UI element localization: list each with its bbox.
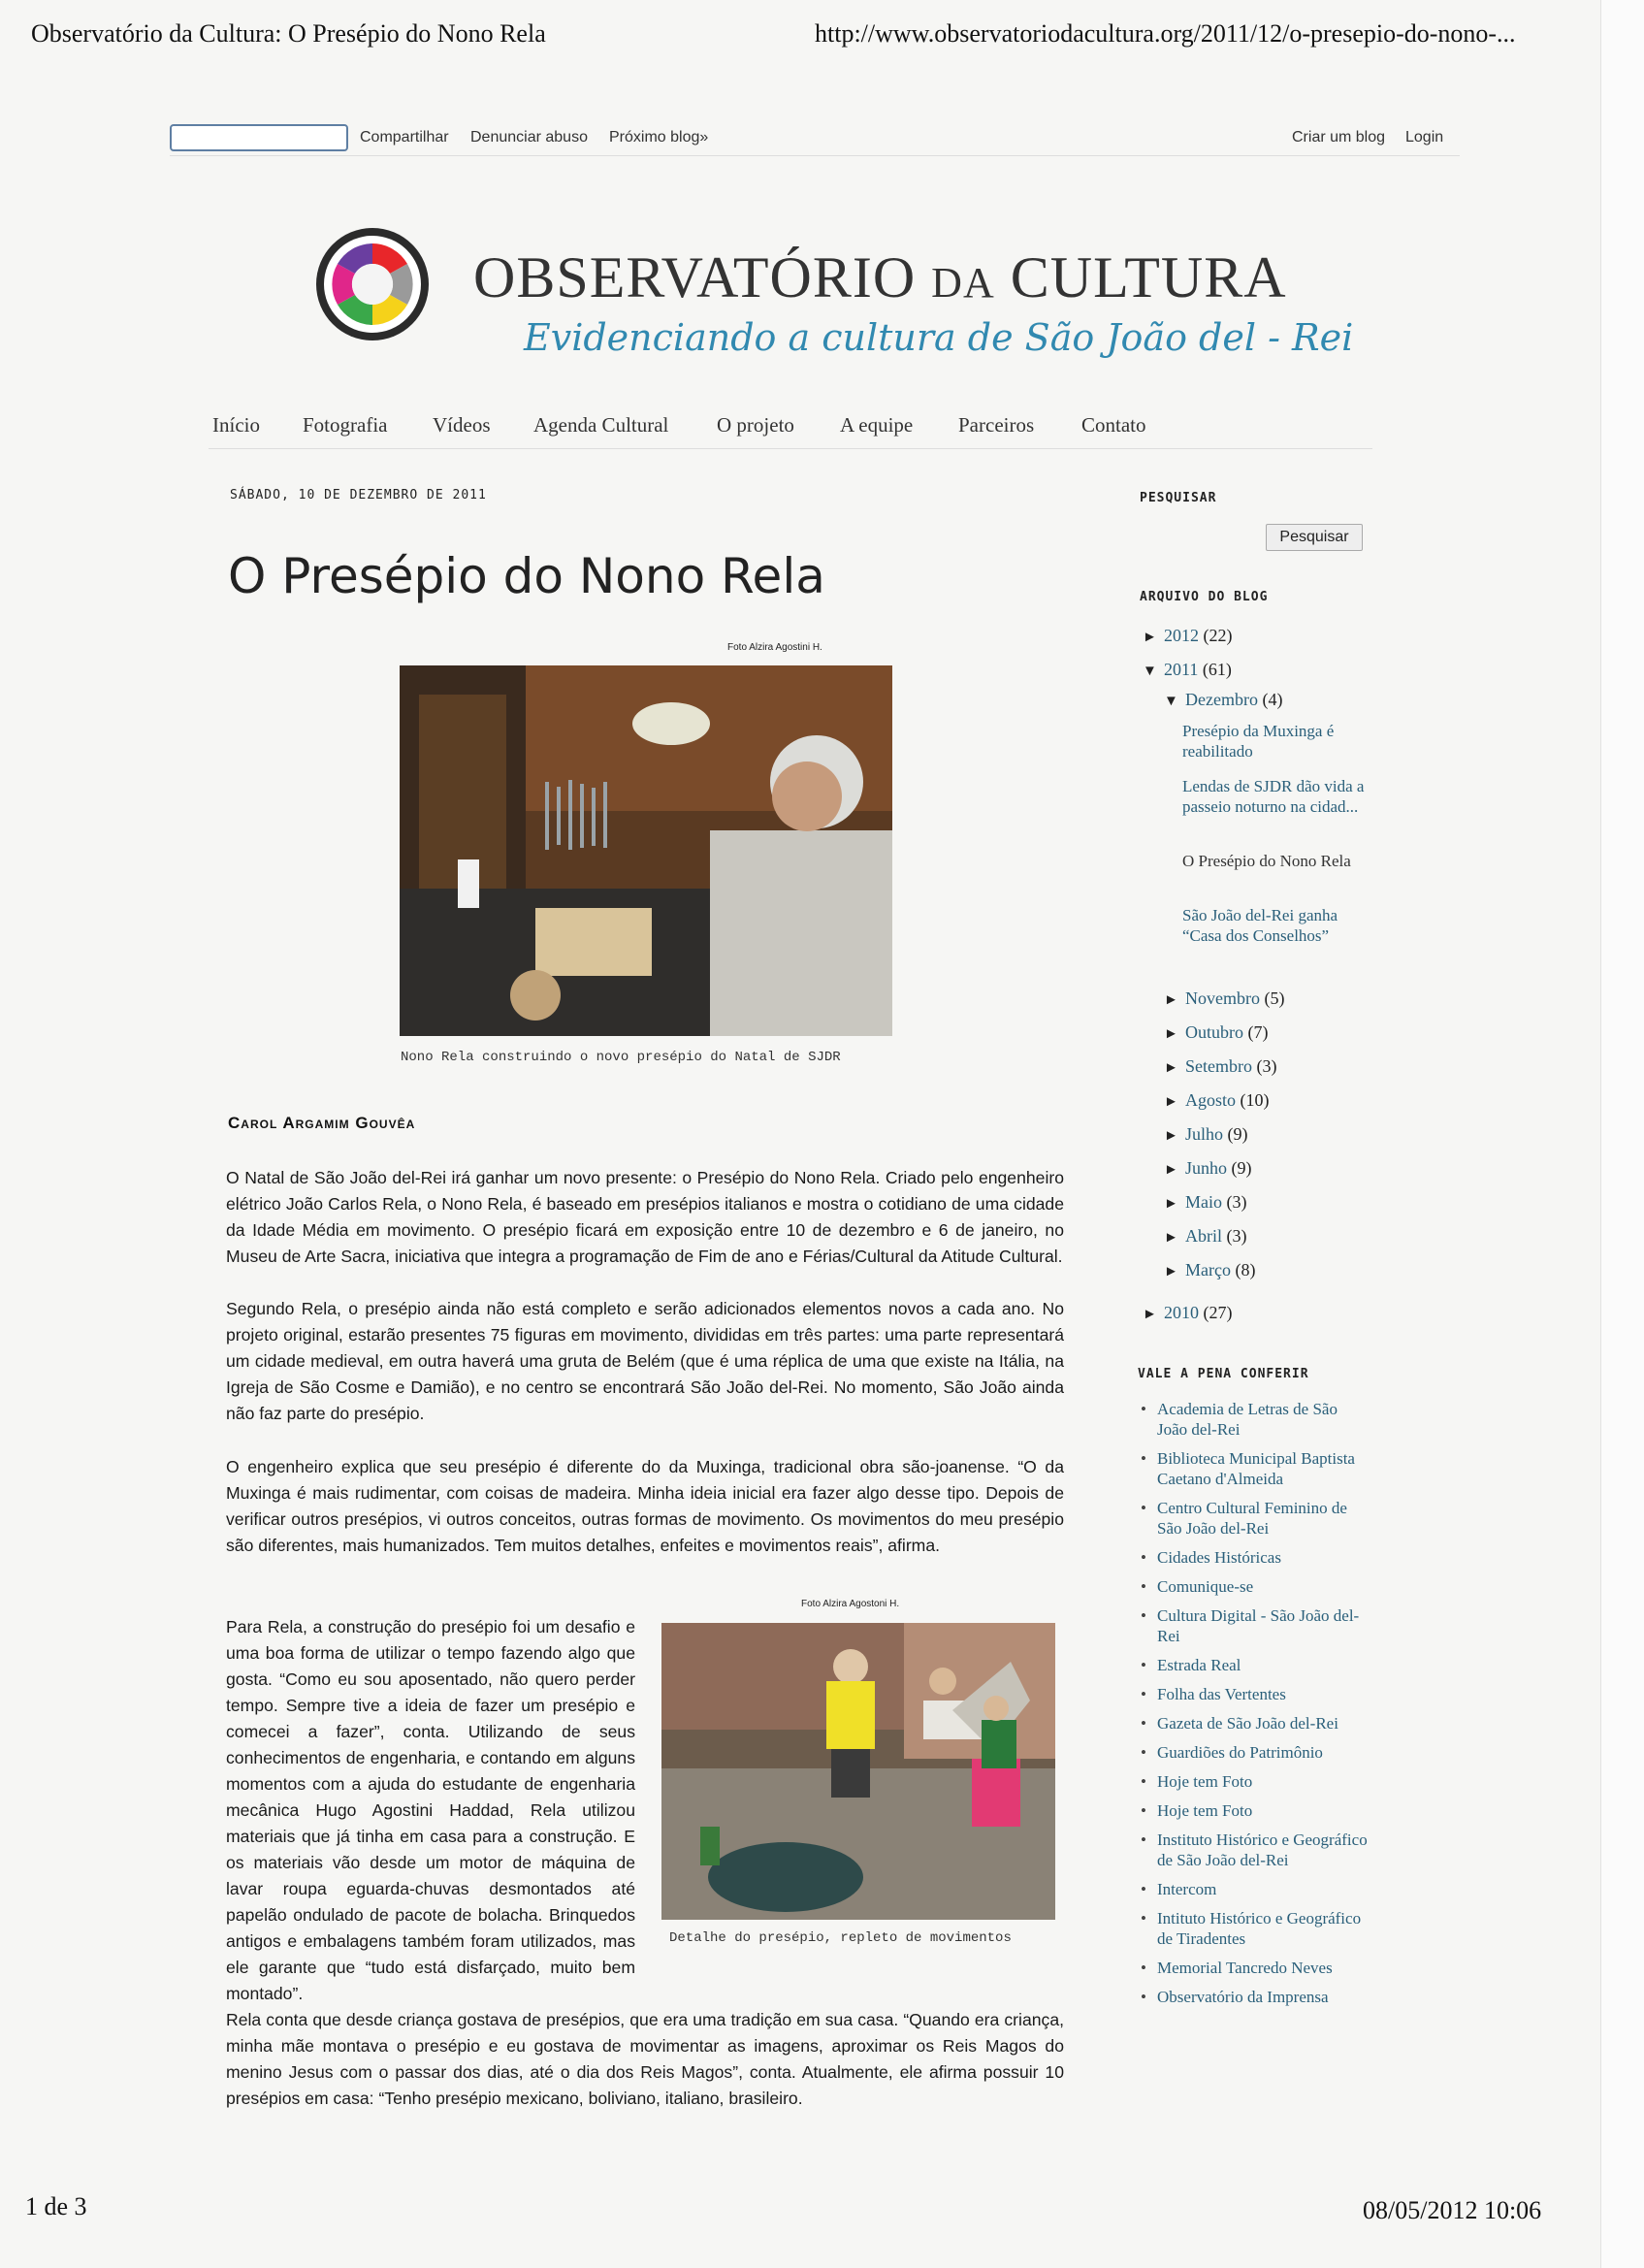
archive-year-label[interactable]: 2012 bbox=[1164, 626, 1199, 645]
link-item[interactable]: • Cidades Históricas bbox=[1139, 1547, 1371, 1568]
link-item[interactable]: • Instituto Histórico e Geográfico de São João del-Rei bbox=[1139, 1830, 1371, 1870]
logo-wordmark bbox=[473, 244, 1287, 311]
archive-count: (3) bbox=[1256, 1056, 1277, 1076]
archive-post-link[interactable]: São João del-Rei ganha “Casa dos Conselhos” bbox=[1182, 906, 1338, 945]
paragraph-2: Segundo Rela, o presépio ainda não está completo e serão adicionados elementos novos a cada ano. No projeto original, estarão presentes 75 figuras em movimento, divididas em três partes: uma parte representará um cidade medieval, em outra haverá uma gruta de Belém (que é uma réplica de uma que existe na Itália, na Igreja de São Cosme e Damião), e no centro se encontrará São João del-Rei. No momento, São João ainda não faz parte do presépio. bbox=[226, 1299, 1064, 1423]
archive-year-2010[interactable]: ► 2010 (27) bbox=[1143, 1303, 1233, 1322]
menu-inicio[interactable]: Início bbox=[212, 413, 260, 437]
link-item[interactable]: • Observatório da Imprensa bbox=[1139, 1987, 1371, 2007]
archive-post-link[interactable]: Presépio da Muxinga é reabilitado bbox=[1182, 722, 1335, 761]
photo-credit: Foto Alzira Agostini H. bbox=[727, 642, 822, 653]
archive-count: (3) bbox=[1226, 1192, 1247, 1212]
archive-count: (7) bbox=[1247, 1022, 1269, 1042]
link-item[interactable]: • Gazeta de São João del-Rei bbox=[1139, 1713, 1371, 1733]
link-item[interactable]: • Cultura Digital - São João del-Rei bbox=[1139, 1605, 1371, 1646]
archive-year-2012[interactable]: ► 2012 (22) bbox=[1143, 626, 1233, 645]
logo-tagline: Evidenciando a cultura de São João del - Rei bbox=[524, 316, 1354, 359]
archive-month-label[interactable]: Agosto bbox=[1185, 1090, 1237, 1110]
archive-heading: ARQUIVO DO BLOG bbox=[1140, 590, 1269, 604]
link-item[interactable]: • Estrada Real bbox=[1139, 1655, 1371, 1675]
archive-month-junho[interactable]: ► Junho (9) bbox=[1164, 1158, 1252, 1178]
archive-month-label[interactable]: Março bbox=[1185, 1260, 1231, 1280]
archive-post-link[interactable]: Lendas de SJDR dão vida a passeio noturno na cidad... bbox=[1182, 777, 1365, 816]
paragraph-1: O Natal de São João del-Rei irá ganhar um novo presente: o Presépio do Nono Rela. Criado pelo engenheiro elétrico João Carlos Rela, o Nono Rela, é baseado em presépios italianos e mostra o cotidiano de uma cidade da Idade Média em movimento. O presépio ficará em exposição entre 10 de dezembro e 6 de janeiro, no Museu de Arte Sacra, iniciativa que integra a programação de Fim de ano e Férias/Cultural da Atitude Cultural. bbox=[226, 1168, 1064, 1266]
archive-month-outubro[interactable]: ► Outubro (7) bbox=[1164, 1022, 1269, 1042]
archive-count: (9) bbox=[1231, 1158, 1252, 1178]
link-item[interactable]: • Centro Cultural Feminino de São João del-Rei bbox=[1139, 1498, 1371, 1539]
archive-month-marco[interactable]: ► Março (8) bbox=[1164, 1260, 1256, 1280]
menu-o-projeto[interactable]: O projeto bbox=[717, 413, 794, 437]
archive-year-2011[interactable]: ▼ 2011 (61) bbox=[1143, 660, 1232, 679]
report-abuse-link[interactable]: Denunciar abuso bbox=[470, 129, 588, 146]
photo-caption-2: Detalhe do presépio, repleto de movimentos bbox=[669, 1930, 1012, 1946]
workshop-photo[interactable] bbox=[400, 665, 892, 1036]
search-heading: PESQUISAR bbox=[1140, 491, 1217, 505]
link-item[interactable]: • Academia de Letras de São João del-Rei bbox=[1139, 1399, 1371, 1440]
archive-month-julho[interactable]: ► Julho (9) bbox=[1164, 1124, 1248, 1144]
menu-contato[interactable]: Contato bbox=[1081, 413, 1146, 437]
print-datetime: 08/05/2012 10:06 bbox=[1363, 2196, 1542, 2224]
archive-month-maio[interactable]: ► Maio (3) bbox=[1164, 1192, 1247, 1212]
archive-month-label[interactable]: Maio bbox=[1185, 1192, 1222, 1212]
link-item[interactable]: • Hoje tem Foto bbox=[1139, 1800, 1371, 1821]
share-link[interactable]: Compartilhar bbox=[360, 129, 449, 146]
link-item[interactable]: • Folha das Vertentes bbox=[1139, 1684, 1371, 1704]
post-date: SÁBADO, 10 DE DEZEMBRO DE 2011 bbox=[230, 488, 487, 502]
menu-agenda-cultural[interactable]: Agenda Cultural bbox=[533, 413, 669, 437]
archive-count: (10) bbox=[1240, 1090, 1270, 1110]
archive-month-novembro[interactable]: ► Novembro (5) bbox=[1164, 988, 1285, 1008]
archive-month-label[interactable]: Outubro bbox=[1185, 1022, 1243, 1042]
link-item[interactable]: • Memorial Tancredo Neves bbox=[1139, 1958, 1371, 1978]
print-page-url: http://www.observatoriodacultura.org/2011/12/o-presepio-do-nono-... bbox=[815, 19, 1516, 48]
archive-month-label[interactable]: Julho bbox=[1185, 1124, 1224, 1144]
archive-month-abril[interactable]: ► Abril (3) bbox=[1164, 1226, 1247, 1246]
archive-count: (9) bbox=[1227, 1124, 1248, 1144]
archive-month-label[interactable]: Abril bbox=[1185, 1226, 1222, 1246]
menu-videos[interactable]: Vídeos bbox=[433, 413, 491, 437]
photo-caption: Nono Rela construindo o novo presépio do Natal de SJDR bbox=[401, 1050, 841, 1065]
link-item[interactable]: • Intercom bbox=[1139, 1879, 1371, 1899]
archive-month-agosto[interactable]: ► Agosto (10) bbox=[1164, 1090, 1270, 1110]
login-link[interactable]: Login bbox=[1405, 129, 1444, 146]
archive-count: (3) bbox=[1226, 1226, 1247, 1246]
archive-month-dezembro[interactable]: ▼ Dezembro (4) bbox=[1164, 690, 1283, 709]
link-item[interactable]: • Intituto Histórico e Geográfico de Tiradentes bbox=[1139, 1908, 1371, 1949]
archive-year-label[interactable]: 2010 bbox=[1164, 1303, 1199, 1322]
archive-count: (22) bbox=[1203, 626, 1233, 645]
menu-fotografia[interactable]: Fotografia bbox=[303, 413, 388, 437]
search-button[interactable]: Pesquisar bbox=[1266, 524, 1363, 551]
link-item[interactable]: • Guardiões do Patrimônio bbox=[1139, 1742, 1371, 1763]
paragraph-4 bbox=[226, 1614, 635, 2007]
archive-year-label[interactable]: 2011 bbox=[1164, 660, 1199, 679]
link-item[interactable]: • Biblioteca Municipal Baptista Caetano d'Almeida bbox=[1139, 1448, 1371, 1489]
menu-a-equipe[interactable]: A equipe bbox=[840, 413, 914, 437]
scan-edge bbox=[1600, 0, 1644, 2268]
links-list bbox=[1139, 1399, 1371, 2016]
menu-divider bbox=[209, 448, 1372, 449]
logo-da-word: DA bbox=[931, 259, 995, 307]
post-title[interactable]: O Presépio do Nono Rela bbox=[228, 548, 825, 604]
photo-credit-2: Foto Alzira Agostoni H. bbox=[801, 1599, 900, 1609]
archive-count: (8) bbox=[1235, 1260, 1256, 1280]
logo-cultura-word: CULTURA bbox=[1010, 245, 1287, 309]
links-heading: VALE A PENA CONFERIR bbox=[1138, 1367, 1309, 1381]
archive-count: (4) bbox=[1262, 690, 1283, 709]
logo-wheel-icon bbox=[312, 215, 433, 353]
paragraph-5: Rela conta que desde criança gostava de presépios, que era uma tradição em sua casa. “Quando era criança, minha mãe montava o presépio e eu gostava de movimentar as imagens, aproximar os Reis Magos do menino Jesus com o passar dos dias, até o dia dos Reis Magos”, conta. Atualmente, ele afirma possuir 10 presépios em casa: “Tenho presépio mexicano, boliviano, italiano, brasileiro. bbox=[226, 2010, 1064, 2108]
create-blog-link[interactable]: Criar um blog bbox=[1292, 129, 1386, 146]
link-item[interactable]: • Comunique-se bbox=[1139, 1576, 1371, 1597]
print-page-number: 1 de 3 bbox=[25, 2192, 87, 2220]
archive-count: (61) bbox=[1202, 660, 1232, 679]
paragraph-3: O engenheiro explica que seu presépio é diferente do da Muxinga, tradicional obra são-joanense. “O da Muxinga é mais rudimentar, com coisas de madeira. Minha ideia inicial era fazer algo desse tipo. Depois de verificar outros presépios, vi outros conceitos, outras formas de movimento. Os movimentos do meu presépio são diferentes, mais humanizados. Tem muitos detalhes, enfeites e movimentos reais”, afirma. bbox=[226, 1457, 1064, 1555]
link-item[interactable]: • Hoje tem Foto bbox=[1139, 1771, 1371, 1792]
print-page-title: Observatório da Cultura: O Presépio do Nono Rela bbox=[31, 19, 546, 48]
next-blog-link[interactable]: Próximo blog» bbox=[609, 129, 709, 146]
post-author: Carol Argamim Gouvêa bbox=[228, 1114, 416, 1132]
archive-month-label[interactable]: Dezembro bbox=[1185, 690, 1258, 709]
archive-month-setembro[interactable]: ► Setembro (3) bbox=[1164, 1056, 1277, 1076]
paragraph-4-text: Para Rela, a construção do presépio foi um desafio e uma boa forma de utilizar o tempo fazendo algo que gosta. “Como eu sou aposentado, não quero perder tempo. Sempre tive a ideia de fazer um presépio e comecei a fazer”, conta. Utilizando de seus conhecimentos de engenharia, e contando em alguns momentos com a ajuda do estudante de engenharia mecânica Hugo Agostini Haddad, Rela utilizou materiais que já tinha em casa para a construção. E os materiais vão desde um motor de máquina de lavar roupa eguarda-chuvas desmontados até papelão ondulado de pacote de bolacha. Brinquedos antigos e embalagens também foram utilizados, mas ele garante que “tudo está disfarçado, muito bem montado”. bbox=[226, 1617, 635, 2003]
archive-month-label[interactable]: Novembro bbox=[1185, 988, 1260, 1008]
navbar-search-input[interactable] bbox=[170, 124, 348, 151]
archive-post-current: O Presépio do Nono Rela bbox=[1182, 852, 1351, 870]
logo-main-word: OBSERVATÓRIO bbox=[473, 245, 917, 309]
archive-month-label[interactable]: Junho bbox=[1185, 1158, 1228, 1178]
archive-count: (27) bbox=[1203, 1303, 1233, 1322]
nativity-detail-photo[interactable] bbox=[661, 1623, 1055, 1920]
menu-parceiros[interactable]: Parceiros bbox=[958, 413, 1035, 437]
navbar-divider bbox=[170, 155, 1460, 156]
archive-month-label[interactable]: Setembro bbox=[1185, 1056, 1252, 1076]
archive-count: (5) bbox=[1264, 988, 1285, 1008]
